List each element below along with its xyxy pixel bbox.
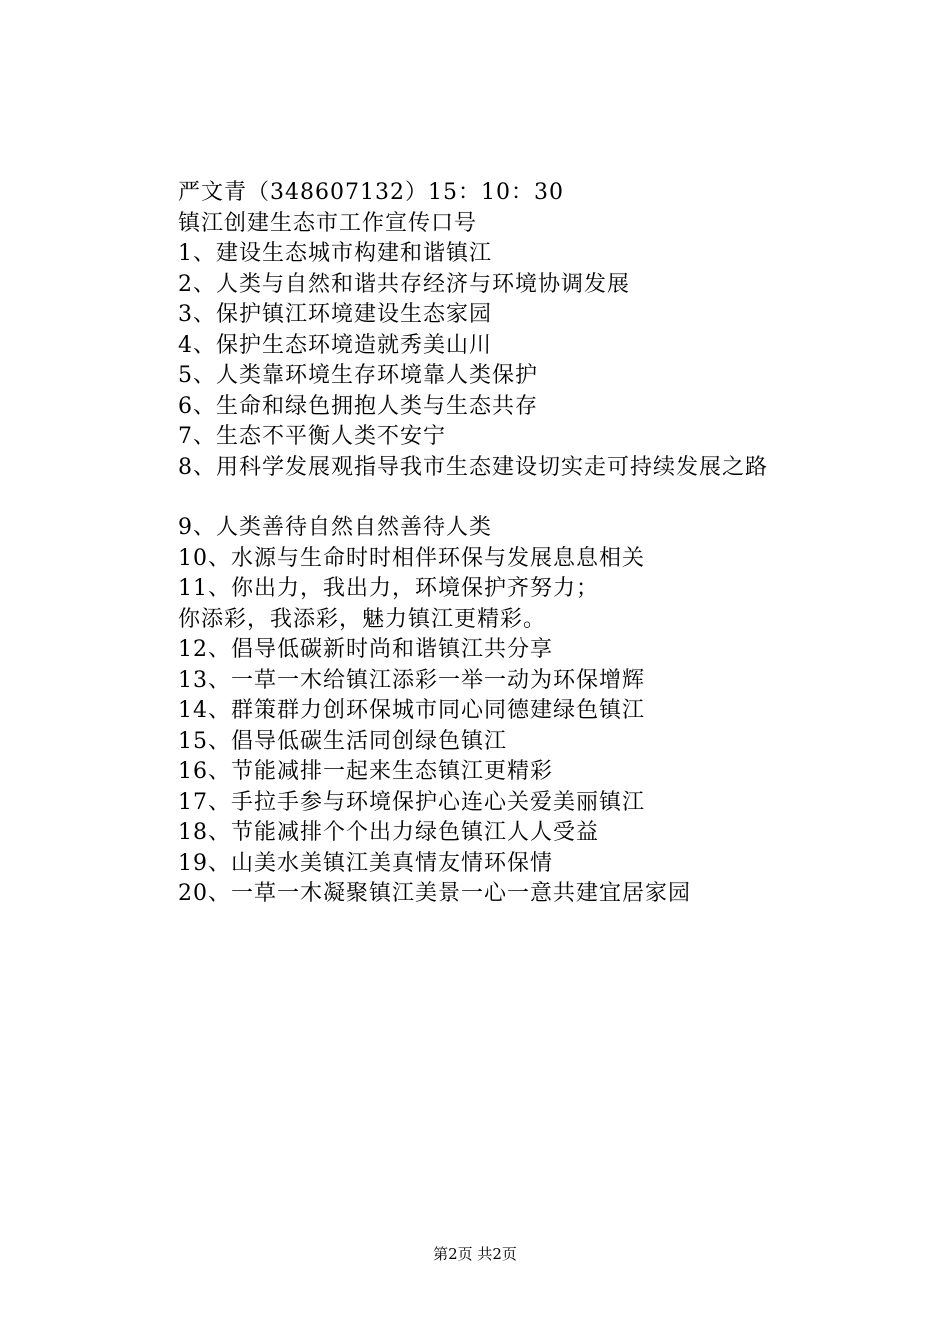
slogan-item: 15、倡导低碳生活同创绿色镇江 <box>178 728 507 754</box>
slogan-item: 4、保护生态环境造就秀美山川 <box>178 332 492 358</box>
paragraph-gap <box>178 483 878 513</box>
page-footer: 第2页 共2页 <box>433 1245 517 1263</box>
slogan-item: 7、生态不平衡人类不安宁 <box>178 424 446 449</box>
slogan-item: 18、节能减排个个出力绿色镇江人人受益 <box>178 820 599 845</box>
slogan-item: 10、水源与生命时时相伴环保与发展息息相关 <box>178 545 645 571</box>
slogan-item: 13、一草一木给镇江添彩一举一动为环保增辉 <box>178 667 645 693</box>
slogan-item-continuation: 你添彩，我添彩，魅力镇江更精彩。 <box>178 606 547 632</box>
slogan-item: 17、手拉手参与环境保护心连心关爱美丽镇江 <box>178 789 645 815</box>
slogan-item: 3、保护镇江环境建设生态家园 <box>178 302 492 327</box>
slogan-item: 16、节能减排一起来生态镇江更精彩 <box>178 759 553 784</box>
slogan-item: 11、你出力，我出力，环境保护齐努力； <box>178 576 599 601</box>
slogan-item: 6、生命和绿色拥抱人类与生态共存 <box>178 393 538 419</box>
document-title: 镇江创建生态市工作宣传口号 <box>178 210 478 236</box>
slogan-item: 19、山美水美镇江美真情友情环保情 <box>178 850 553 876</box>
slogan-item: 1、建设生态城市构建和谐镇江 <box>178 241 492 266</box>
slogan-item: 20、一草一木凝聚镇江美景一心一意共建宜居家园 <box>178 881 691 906</box>
author-timestamp-line: 严文青（348607132）15：10：30 <box>178 180 564 205</box>
slogan-item: 8、用科学发展观指导我市生态建设切实走可持续发展之路 <box>178 454 768 480</box>
slogan-item: 2、人类与自然和谐共存经济与环境协调发展 <box>178 271 630 297</box>
slogan-item: 14、群策群力创环保城市同心同德建绿色镇江 <box>178 698 645 723</box>
slogan-item: 9、人类善待自然自然善待人类 <box>178 515 492 540</box>
slogan-item: 5、人类靠环境生存环境靠人类保护 <box>178 363 538 388</box>
document-body <box>178 178 878 910</box>
slogan-item: 12、倡导低碳新时尚和谐镇江共分享 <box>178 637 553 662</box>
